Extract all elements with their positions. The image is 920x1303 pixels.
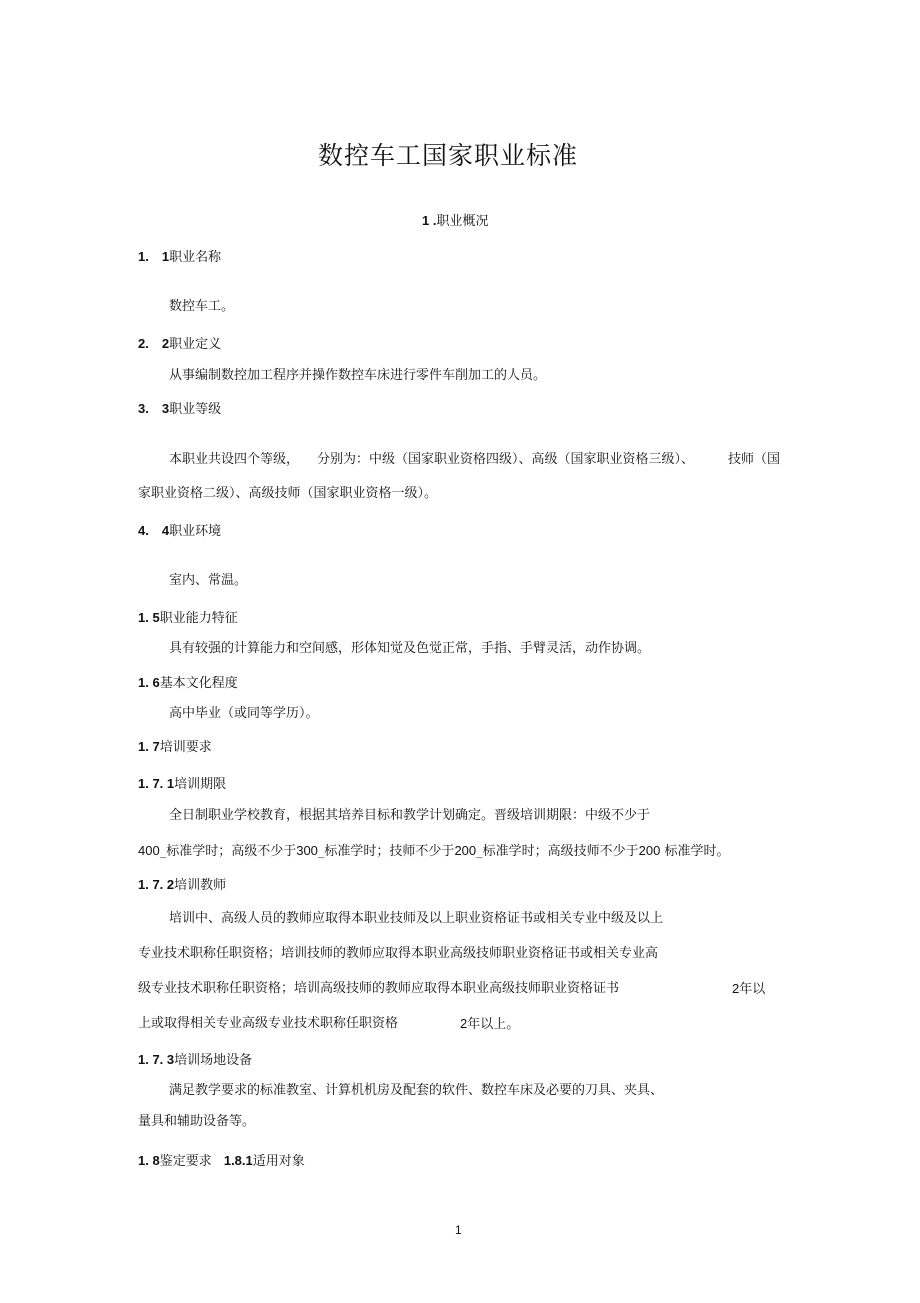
paragraph-1-7-2-line4: 上或取得相关专业高级专业技术职称任职资格 (138, 1016, 399, 1031)
section-label: 职业等级 (169, 402, 222, 417)
section-label: 培训教师 (174, 878, 227, 893)
section-number: 1. 7 (138, 739, 160, 754)
section-number: 1. 5 (138, 610, 160, 625)
section-label: 培训场地设备 (174, 1053, 253, 1068)
section-label: 职业名称 (169, 250, 222, 265)
section-number: 1. 8 (138, 1153, 160, 1168)
hours-text: 标准学时。 (660, 844, 730, 859)
paragraph-1-7-2-line3: 级专业技术职称任职资格；培训高级技师的教师应取得本职业高级技师职业资格证书 (138, 981, 620, 996)
chapter-number: 1 . (422, 213, 437, 228)
paragraph-1-2: 从事编制数控加工程序并操作数控车床进行零件车削加工的人员。 (169, 368, 547, 383)
paragraph-1-7-3-line2: 量具和辅助设备等。 (138, 1114, 256, 1129)
section-heading-1-7-1 (138, 776, 226, 793)
document-title: 数控车工国家职业标准 (318, 141, 579, 170)
subsection-label: 适用对象 (252, 1154, 305, 1169)
paragraph-1-1: 数控车工。 (169, 299, 235, 314)
section-number: 1. 7. 3 (138, 1052, 175, 1067)
years-value: 2 (732, 981, 740, 996)
chapter-heading (422, 213, 488, 230)
years-value: 2 (460, 1016, 468, 1031)
section-label: 基本文化程度 (159, 676, 238, 691)
paragraph-1-7-2-line2: 专业技术职称任职资格；培训技师的教师应取得本职业高级技师职业资格证书或相关专业高 (138, 946, 659, 961)
paragraph-1-3-b: 分别为：中级（国家职业资格四级）、高级（国家职业资格三级）、 (317, 452, 695, 467)
section-number: 2. 2 (138, 336, 170, 351)
paragraph-1-3-c: 技师（国 (728, 452, 781, 467)
section-heading-1-7-2 (138, 877, 226, 894)
paragraph-1-5: 具有较强的计算能力和空间感，形体知觉及色觉正常，手指、手臂灵活，动作协调。 (169, 641, 651, 656)
section-number: 1. 7. 2 (138, 877, 175, 892)
paragraph-1-3-line2: 家职业资格二级）、高级技师（国家职业资格一级）。 (138, 486, 438, 501)
section-heading-1-8 (138, 1153, 305, 1170)
hours-text: _标准学时；高级不少于 (159, 844, 297, 859)
paragraph-1-7-2-line3-end (732, 981, 765, 998)
page-number: 1 (455, 1223, 462, 1237)
paragraph-1-3-a: 本职业共设四个等级， (169, 452, 300, 467)
hours-text: _标准学时；高级技师不少于 (476, 844, 639, 859)
hours-value: 400 (138, 843, 160, 858)
section-label: 职业能力特征 (159, 611, 238, 626)
years-text: 年以上。 (467, 1017, 520, 1032)
section-heading-1-7-3 (138, 1052, 252, 1069)
section-heading-1-7 (138, 739, 212, 756)
chapter-label: 职业概况 (436, 214, 489, 229)
section-heading-1-2 (138, 336, 221, 353)
section-number: 4. 4 (138, 523, 170, 538)
paragraph-1-7-2-line1: 培训中、高级人员的教师应取得本职业技师及以上职业资格证书或相关专业中级及以上 (169, 911, 664, 926)
section-label: 鉴定要求 (159, 1154, 212, 1169)
paragraph-1-7-3-line1: 满足教学要求的标准教室、计算机机房及配套的软件、数控车床及必要的刀具、夹具、 (169, 1083, 664, 1098)
section-heading-1-1 (138, 249, 221, 266)
section-heading-1-5 (138, 610, 238, 627)
paragraph-1-7-2-line4-end (460, 1016, 519, 1033)
section-label: 培训期限 (174, 777, 227, 792)
paragraph-1-4: 室内、常温。 (169, 573, 248, 588)
subsection-number: 1.8.1 (223, 1153, 253, 1168)
paragraph-1-7-1-line2 (138, 843, 730, 860)
section-number: 1. 6 (138, 675, 160, 690)
hours-text: _标准学时；技师不少于 (317, 844, 455, 859)
section-heading-1-4 (138, 523, 221, 540)
hours-value: 200 (638, 843, 661, 858)
section-heading-1-3 (138, 401, 221, 418)
section-label: 培训要求 (159, 740, 212, 755)
section-label: 职业定义 (169, 337, 222, 352)
years-text: 年以 (739, 982, 766, 997)
section-number: 1. 1 (138, 249, 170, 264)
section-label: 职业环境 (169, 524, 222, 539)
section-number: 1. 7. 1 (138, 776, 175, 791)
paragraph-1-7-1-line1: 全日制职业学校教育，根据其培养目标和教学计划确定。晋级培训期限：中级不少于 (169, 808, 651, 823)
paragraph-1-6: 高中毕业（或同等学历）。 (169, 706, 319, 721)
section-number: 3. 3 (138, 401, 170, 416)
hours-value: 200 (454, 843, 477, 858)
hours-value: 300 (296, 843, 318, 858)
section-heading-1-6 (138, 675, 238, 692)
